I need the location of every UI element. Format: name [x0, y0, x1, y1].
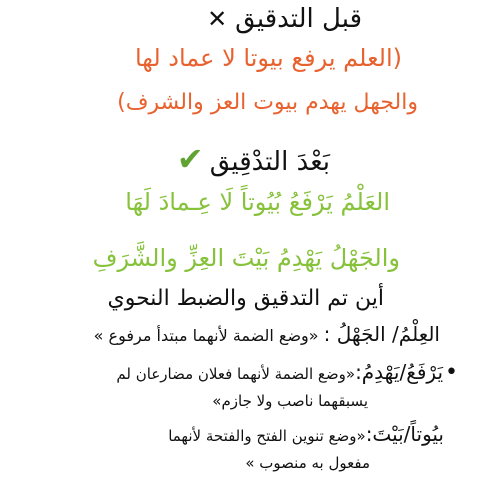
cross-icon: ✕	[207, 5, 228, 33]
item-2-reason: «وضع الضمة لأنهما فعلان مضارعان لم	[116, 365, 356, 383]
item-3-reason: «وضع تنوين الفتح والفتحة لأنهما	[168, 427, 366, 445]
explanation-item-2-continued: يسبقهما ناصب ولا جازم»	[212, 392, 368, 410]
bullet: •	[445, 360, 458, 385]
item-1-words: العِلْمُ/ الجَهْلُ :	[323, 322, 440, 346]
check-icon: ✔	[176, 140, 204, 178]
before-verse-line-2: والجهل يهدم بيوت العز والشرف)	[117, 90, 418, 115]
explanation-item-3-continued: مفعول به منصوب »	[245, 454, 370, 472]
before-verse-line-1: (العلم يرفع بيوتا لا عماد لها	[134, 44, 402, 72]
item-3-words: بيُوتاً/بَيْتَ:	[365, 422, 444, 446]
after-verse-line-2: والجَهْلُ يَهْدِمُ بَيْتَ العِزِّ والشَّرَفِ	[92, 244, 400, 272]
item-2-words: يَرْفَعُ/يَهْدِمُ:	[355, 360, 444, 384]
before-label: قبل التدقيق	[235, 4, 362, 34]
explanation-title: أين تم التدقيق والضبط النحوي	[107, 286, 384, 311]
explanation-item-1	[94, 322, 440, 346]
before-heading	[207, 4, 362, 35]
after-label: بَعْدَ التدْقِيق	[209, 147, 330, 177]
item-1-reason: «وضع الضمة لأنهما مبتدأ مرفوع »	[93, 326, 319, 345]
after-verse-line-1: العَلْمُ يَرْفَعُ بُيُوتاً لَا عِـمادَ لَهَا	[125, 188, 390, 216]
explanation-item-2	[116, 360, 458, 386]
explanation-item-3	[168, 422, 444, 446]
after-heading	[177, 140, 330, 178]
